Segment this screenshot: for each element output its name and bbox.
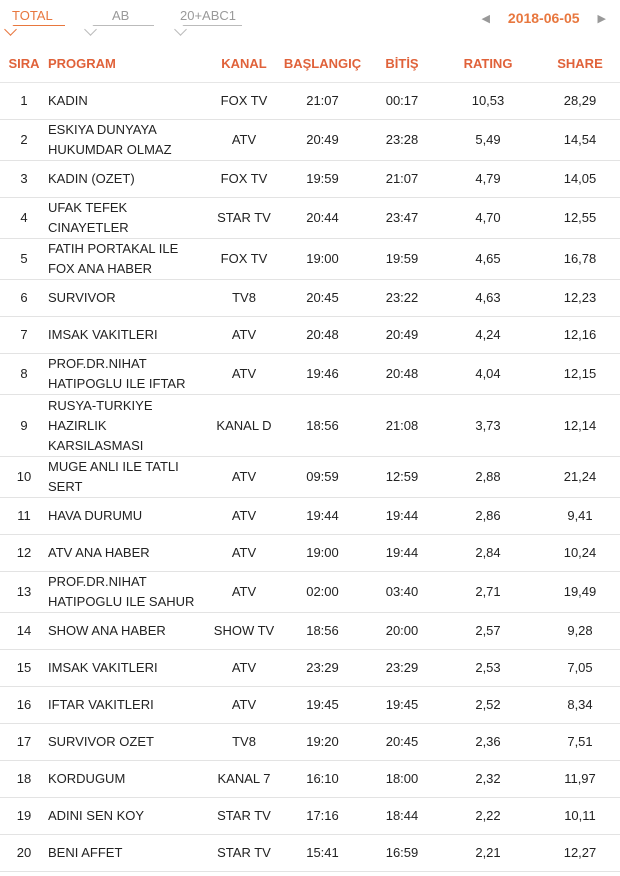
cell-rating: 10,53 — [436, 83, 540, 120]
cell-program — [48, 724, 211, 761]
cell-baslangic: 19:46 — [277, 354, 368, 395]
cell-program — [48, 535, 211, 572]
cell-share: 19,49 — [540, 572, 620, 613]
program-line: PROF.DR.NIHAT — [48, 574, 147, 589]
cell-rating: 4,70 — [436, 198, 540, 239]
cell-baslangic: 15:41 — [277, 835, 368, 872]
cell-sira: 13 — [0, 572, 48, 613]
cell-share: 9,41 — [540, 498, 620, 535]
cell-sira: 4 — [0, 198, 48, 239]
table-row — [0, 798, 620, 835]
cell-program — [48, 457, 211, 498]
cell-rating: 2,86 — [436, 498, 540, 535]
program-line: CINAYETLER — [48, 220, 129, 235]
cell-program — [48, 498, 211, 535]
header-rating: RATING — [436, 44, 540, 83]
cell-baslangic: 18:56 — [277, 395, 368, 457]
table-header-row — [0, 44, 620, 83]
cell-program — [48, 239, 211, 280]
cell-bitis: 18:44 — [368, 798, 436, 835]
cell-sira: 19 — [0, 798, 48, 835]
cell-kanal: KANAL D — [211, 395, 277, 457]
cell-rating: 2,53 — [436, 650, 540, 687]
program-line: HAVA DURUMU — [48, 508, 143, 523]
table-row — [0, 198, 620, 239]
program-line: HUKUMDAR OLMAZ — [48, 142, 172, 157]
cell-sira: 15 — [0, 650, 48, 687]
program-line: SURVIVOR — [48, 290, 116, 305]
cell-baslangic: 19:44 — [277, 498, 368, 535]
cell-baslangic: 19:00 — [277, 239, 368, 280]
cell-baslangic: 02:00 — [277, 572, 368, 613]
table-row — [0, 498, 620, 535]
cell-sira: 3 — [0, 161, 48, 198]
cell-bitis: 20:48 — [368, 354, 436, 395]
cell-kanal: ATV — [211, 650, 277, 687]
cell-baslangic: 21:07 — [277, 83, 368, 120]
cell-bitis: 03:40 — [368, 572, 436, 613]
triangle-right-icon[interactable]: ▶ — [597, 12, 606, 25]
cell-kanal: ATV — [211, 457, 277, 498]
cell-bitis: 21:08 — [368, 395, 436, 457]
table-row — [0, 280, 620, 317]
cell-sira: 18 — [0, 761, 48, 798]
cell-share: 7,05 — [540, 650, 620, 687]
tab-total-label: TOTAL — [12, 8, 53, 23]
table-row — [0, 239, 620, 280]
cell-share: 9,28 — [540, 613, 620, 650]
program-line: PROF.DR.NIHAT — [48, 356, 147, 371]
cell-rating: 2,71 — [436, 572, 540, 613]
date-label: 2018-06-05 — [507, 10, 580, 26]
cell-share: 12,55 — [540, 198, 620, 239]
cell-program — [48, 572, 211, 613]
program-line: FOX ANA HABER — [48, 261, 153, 276]
table-row — [0, 613, 620, 650]
program-line: IMSAK VAKITLERI — [48, 660, 158, 675]
date-navigator — [481, 10, 606, 26]
cell-kanal: ATV — [211, 498, 277, 535]
cell-rating: 2,36 — [436, 724, 540, 761]
cell-kanal: TV8 — [211, 280, 277, 317]
table-row — [0, 535, 620, 572]
cell-kanal: ATV — [211, 687, 277, 724]
cell-baslangic: 16:10 — [277, 761, 368, 798]
cell-share: 16,78 — [540, 239, 620, 280]
header-baslangic: BAŞLANGIÇ — [277, 44, 368, 83]
table-row — [0, 457, 620, 498]
program-line: ADINI SEN KOY — [48, 808, 145, 823]
table-row — [0, 120, 620, 161]
cell-sira: 6 — [0, 280, 48, 317]
program-line: IFTAR VAKITLERI — [48, 697, 154, 712]
cell-baslangic: 19:45 — [277, 687, 368, 724]
triangle-left-icon[interactable]: ◀ — [481, 12, 490, 25]
cell-rating: 4,65 — [436, 239, 540, 280]
cell-sira: 14 — [0, 613, 48, 650]
cell-sira: 20 — [0, 835, 48, 872]
cell-share: 10,24 — [540, 535, 620, 572]
cell-bitis: 19:59 — [368, 239, 436, 280]
cell-bitis: 19:45 — [368, 687, 436, 724]
cell-program — [48, 613, 211, 650]
cell-sira: 2 — [0, 120, 48, 161]
table-row — [0, 835, 620, 872]
program-line: KARSILASMASI — [48, 437, 144, 453]
header-program: PROGRAM — [48, 44, 211, 83]
program-line: SURVIVOR OZET — [48, 734, 154, 749]
cell-kanal: FOX TV — [211, 83, 277, 120]
cell-rating: 5,49 — [436, 120, 540, 161]
cell-rating: 2,21 — [436, 835, 540, 872]
cell-sira: 12 — [0, 535, 48, 572]
cell-program — [48, 835, 211, 872]
cell-sira: 17 — [0, 724, 48, 761]
table-row — [0, 354, 620, 395]
cell-share: 12,27 — [540, 835, 620, 872]
ratings-table — [0, 44, 620, 872]
cell-program — [48, 687, 211, 724]
cell-program — [48, 83, 211, 120]
cell-share: 14,05 — [540, 161, 620, 198]
cell-kanal: ATV — [211, 317, 277, 354]
cell-bitis: 23:28 — [368, 120, 436, 161]
cell-kanal: ATV — [211, 535, 277, 572]
cell-sira: 9 — [0, 395, 48, 457]
cell-share: 12,16 — [540, 317, 620, 354]
cell-kanal: TV8 — [211, 724, 277, 761]
program-line: ATV ANA HABER — [48, 545, 150, 560]
program-line: HATIPOGLU ILE SAHUR — [48, 594, 195, 609]
program-line: ESKIYA DUNYAYA — [48, 122, 157, 137]
cell-bitis: 23:22 — [368, 280, 436, 317]
cell-baslangic: 17:16 — [277, 798, 368, 835]
program-line: KADIN — [48, 93, 88, 108]
cell-program — [48, 280, 211, 317]
cell-sira: 16 — [0, 687, 48, 724]
tab-ab[interactable] — [112, 8, 129, 23]
tab-total[interactable] — [12, 8, 53, 23]
cell-kanal: ATV — [211, 572, 277, 613]
cell-share: 12,15 — [540, 354, 620, 395]
cell-bitis: 18:00 — [368, 761, 436, 798]
cell-share: 12,14 — [540, 395, 620, 457]
cell-sira: 5 — [0, 239, 48, 280]
cell-program — [48, 120, 211, 161]
tab-20-abc1[interactable] — [180, 8, 236, 23]
table-row — [0, 761, 620, 798]
cell-baslangic: 19:20 — [277, 724, 368, 761]
table-row — [0, 572, 620, 613]
cell-rating: 4,04 — [436, 354, 540, 395]
cell-bitis: 19:44 — [368, 535, 436, 572]
cell-sira: 7 — [0, 317, 48, 354]
cell-kanal: ATV — [211, 354, 277, 395]
table-row — [0, 724, 620, 761]
program-line: BENI AFFET — [48, 845, 123, 860]
program-line: MUGE ANLI ILE TATLI — [48, 459, 179, 474]
tab-20-abc1-label: 20+ABC1 — [180, 8, 237, 23]
cell-program — [48, 650, 211, 687]
cell-rating: 2,52 — [436, 687, 540, 724]
cell-sira: 11 — [0, 498, 48, 535]
cell-bitis: 19:44 — [368, 498, 436, 535]
cell-program — [48, 395, 211, 457]
cell-kanal: STAR TV — [211, 198, 277, 239]
cell-kanal: KANAL 7 — [211, 761, 277, 798]
cell-kanal: STAR TV — [211, 835, 277, 872]
cell-rating: 4,63 — [436, 280, 540, 317]
program-line: IMSAK VAKITLERI — [48, 327, 158, 342]
cell-bitis: 20:45 — [368, 724, 436, 761]
cell-bitis: 20:49 — [368, 317, 436, 354]
cell-kanal: SHOW TV — [211, 613, 277, 650]
cell-baslangic: 19:00 — [277, 535, 368, 572]
cell-sira: 8 — [0, 354, 48, 395]
cell-share: 28,29 — [540, 83, 620, 120]
program-line: SERT — [48, 479, 83, 494]
cell-baslangic: 19:59 — [277, 161, 368, 198]
program-line: HAZIRLIK — [48, 417, 107, 433]
table-row — [0, 650, 620, 687]
table-row — [0, 317, 620, 354]
cell-bitis: 23:47 — [368, 198, 436, 239]
cell-share: 14,54 — [540, 120, 620, 161]
table-row — [0, 83, 620, 120]
cell-program — [48, 354, 211, 395]
cell-program — [48, 798, 211, 835]
cell-bitis: 12:59 — [368, 457, 436, 498]
cell-baslangic: 20:49 — [277, 120, 368, 161]
table-row — [0, 687, 620, 724]
cell-kanal: FOX TV — [211, 239, 277, 280]
cell-share: 8,34 — [540, 687, 620, 724]
cell-sira: 1 — [0, 83, 48, 120]
cell-kanal: STAR TV — [211, 798, 277, 835]
cell-program — [48, 761, 211, 798]
cell-sira: 10 — [0, 457, 48, 498]
header-bitis: BİTİŞ — [368, 44, 436, 83]
program-line: HATIPOGLU ILE IFTAR — [48, 376, 186, 391]
cell-rating: 2,32 — [436, 761, 540, 798]
cell-rating: 2,84 — [436, 535, 540, 572]
cell-rating: 2,88 — [436, 457, 540, 498]
cell-rating: 4,24 — [436, 317, 540, 354]
cell-program — [48, 198, 211, 239]
header-share: SHARE — [540, 44, 620, 83]
cell-rating: 2,22 — [436, 798, 540, 835]
program-line: UFAK TEFEK — [48, 200, 128, 215]
cell-program — [48, 317, 211, 354]
cell-rating: 2,57 — [436, 613, 540, 650]
cell-program — [48, 161, 211, 198]
cell-baslangic: 20:48 — [277, 317, 368, 354]
program-line: SHOW ANA HABER — [48, 623, 166, 638]
cell-share: 7,51 — [540, 724, 620, 761]
program-line: KORDUGUM — [48, 771, 126, 786]
cell-share: 10,11 — [540, 798, 620, 835]
cell-baslangic: 20:44 — [277, 198, 368, 239]
cell-baslangic: 18:56 — [277, 613, 368, 650]
cell-baslangic: 09:59 — [277, 457, 368, 498]
cell-bitis: 21:07 — [368, 161, 436, 198]
cell-kanal: FOX TV — [211, 161, 277, 198]
cell-rating: 4,79 — [436, 161, 540, 198]
header-sira: SIRA — [0, 44, 48, 83]
top-bar — [0, 0, 620, 44]
program-line: KADIN (OZET) — [48, 171, 135, 186]
table-body — [0, 83, 620, 872]
cell-share: 21,24 — [540, 457, 620, 498]
cell-share: 12,23 — [540, 280, 620, 317]
cell-bitis: 16:59 — [368, 835, 436, 872]
cell-bitis: 00:17 — [368, 83, 436, 120]
header-kanal: KANAL — [211, 44, 277, 83]
cell-kanal: ATV — [211, 120, 277, 161]
table-row — [0, 161, 620, 198]
program-line: FATIH PORTAKAL ILE — [48, 241, 179, 256]
cell-rating: 3,73 — [436, 395, 540, 457]
cell-baslangic: 20:45 — [277, 280, 368, 317]
tab-ab-label: AB — [112, 8, 130, 23]
table-row — [0, 395, 620, 457]
cell-bitis: 20:00 — [368, 613, 436, 650]
cell-baslangic: 23:29 — [277, 650, 368, 687]
cell-bitis: 23:29 — [368, 650, 436, 687]
program-line: RUSYA-TURKIYE — [48, 397, 153, 413]
cell-share: 11,97 — [540, 761, 620, 798]
